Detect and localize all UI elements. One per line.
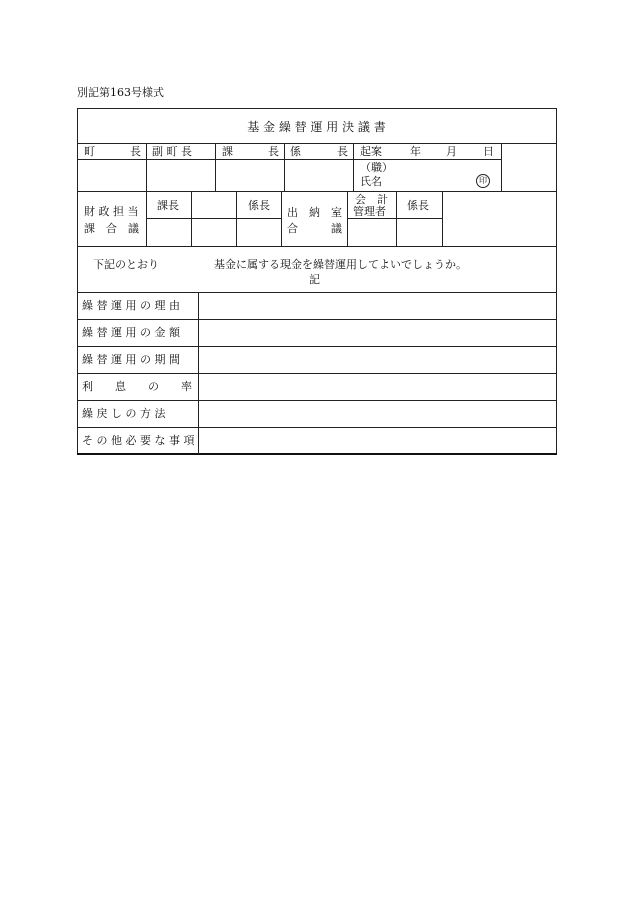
treasury-label-2: 合 議 <box>287 222 342 235</box>
frame-bottom <box>77 453 557 455</box>
section-chief-left: 課 <box>222 145 233 158</box>
row-label-rate: 利 息 の 率 <box>82 380 192 393</box>
row-label-amount: 繰 替 運 用 の 金 額 <box>82 326 180 339</box>
line-v-347 <box>347 191 348 246</box>
staff-chief-left: 係 <box>290 145 301 158</box>
line-h-159 <box>77 159 501 160</box>
line-h-319 <box>77 319 556 320</box>
form-title: 基 金 繰 替 運 用 決 議 書 <box>247 120 386 134</box>
line-h-191 <box>77 191 556 192</box>
finance-label-2: 課 合 議 <box>84 222 139 235</box>
seal-mark: 印 <box>476 174 490 188</box>
finance-kakaricho: 係長 <box>248 199 270 212</box>
line-v-284 <box>284 143 285 191</box>
line-v-353 <box>353 143 354 191</box>
accountant-label-2: 管理者 <box>353 205 386 218</box>
deputy-label: 副 町 長 <box>152 145 192 158</box>
line-v-198 <box>198 292 199 454</box>
treasury-kakaricho: 係長 <box>407 199 429 212</box>
line-h-400 <box>77 400 556 401</box>
line-v-396 <box>396 191 397 246</box>
town-head-left: 町 <box>84 145 95 158</box>
line-h-218-a <box>146 218 281 219</box>
statement-lead: 下記のとおり <box>93 258 159 271</box>
treasury-label-1: 出 納 室 <box>287 206 342 219</box>
line-h-143 <box>77 143 556 144</box>
line-v-281 <box>281 191 282 246</box>
form-number: 別記第163号様式 <box>77 86 164 99</box>
line-h-346 <box>77 346 556 347</box>
accountant-label-1: 会 計 <box>355 193 388 206</box>
draft-day: 日 <box>483 145 494 158</box>
line-h-292 <box>77 292 556 293</box>
line-v-442 <box>442 191 443 246</box>
draft-year: 年 <box>410 145 421 158</box>
drafter-name-label: 氏名 <box>360 175 382 188</box>
line-v-501 <box>501 143 502 191</box>
drafter-post: （職） <box>360 161 393 174</box>
row-label-period: 繰 替 運 用 の 期 間 <box>82 353 180 366</box>
line-v-146 <box>146 143 147 191</box>
staff-chief-right: 長 <box>337 145 348 158</box>
town-head-right: 長 <box>130 145 141 158</box>
row-label-repayment: 繰 戻 し の 方 法 <box>82 407 166 420</box>
line-v-215 <box>215 143 216 191</box>
row-label-other: そ の 他 必 要 な 事 項 <box>82 434 195 447</box>
draft-label: 起案 <box>360 145 382 158</box>
finance-kacho: 課長 <box>157 199 179 212</box>
line-v-191 <box>191 191 192 246</box>
line-h-218-b <box>347 218 442 219</box>
line-h-246 <box>77 246 556 247</box>
line-h-373 <box>77 373 556 374</box>
line-v-146b <box>146 191 147 246</box>
finance-label-1: 財 政 担 当 <box>84 205 139 218</box>
statement-ki: 記 <box>309 273 320 286</box>
section-chief-right: 長 <box>268 145 279 158</box>
statement-body: 基金に属する現金を繰替運用してよいでしょうか。 <box>214 258 467 271</box>
line-h-427 <box>77 427 556 428</box>
frame-right <box>556 108 557 454</box>
row-label-reason: 繰 替 運 用 の 理 由 <box>82 299 180 312</box>
draft-month: 月 <box>446 145 457 158</box>
frame-top <box>77 108 556 109</box>
line-v-236 <box>236 191 237 246</box>
